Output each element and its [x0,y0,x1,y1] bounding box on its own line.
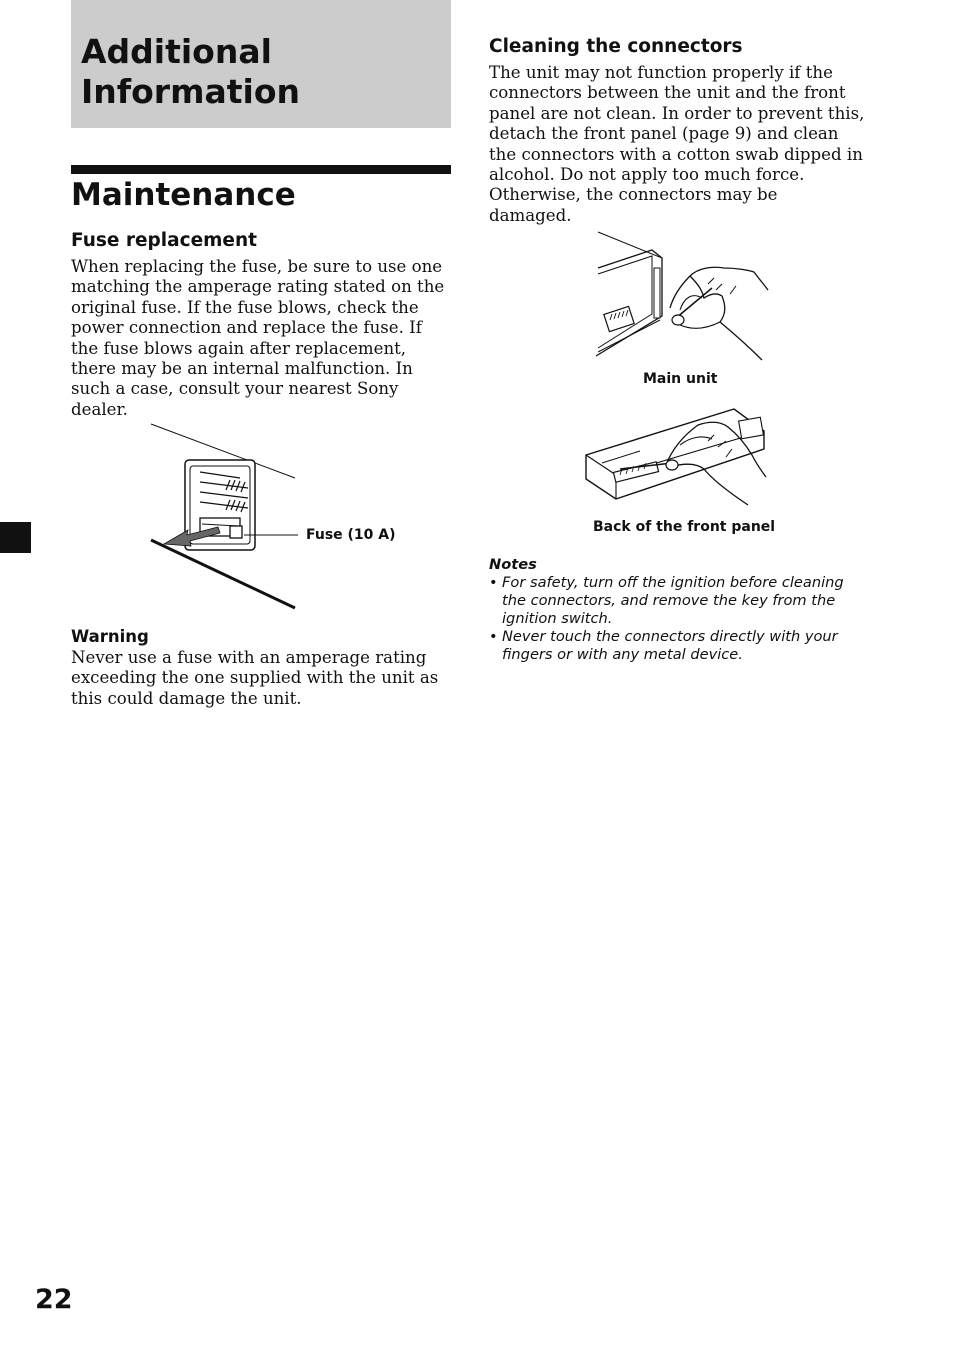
main-unit-caption: Main unit [643,371,718,387]
notes-heading: Notes [489,556,537,573]
main-unit-illustration [590,228,775,368]
bullet-icon: • [489,628,498,645]
note-text: For safety, turn off the ignition before cleaning the connectors, and remove the key from the ignition switch. [502,574,844,627]
note-item [489,574,869,628]
section-title: Additional Information [81,32,300,111]
warning-heading: Warning [71,627,149,646]
front-panel-illustration [580,405,780,515]
note-text: Never touch the connectors directly with your fingers or with any metal device. [502,628,838,663]
chapter-title: Maintenance [71,177,296,213]
cleaning-heading: Cleaning the connectors [489,36,743,57]
fuse-label: Fuse (10 A) [306,527,396,543]
fuse-body: When replacing the fuse, be sure to use one matching the amperage rating stated on the original fuse. If the fuse blows, check the power connection and replace the fuse. If the fuse blows again after replacement, there may be an internal malfunction. In such a case, consult your nearest Sony dealer. [71,257,445,419]
cleaning-body: The unit may not function properly if the connectors between the unit and the front panel are not clean. In order to prevent this, detach the front panel (page 9) and clean the connectors with a cotton swab dipped in alcohol. Do not apply too much force. Otherwise, the connectors may be damaged. [489,63,865,225]
page-number: 22 [35,1284,73,1315]
section-tab-marker [0,522,31,553]
notes-list [489,574,869,664]
note-item [489,628,869,664]
bullet-icon: • [489,574,498,591]
fuse-illustration [140,420,320,615]
fuse-heading: Fuse replacement [71,230,257,251]
notes-block [489,556,869,664]
chapter-rule [71,165,451,174]
front-panel-caption: Back of the front panel [593,519,776,535]
warning-body: Never use a fuse with an amperage rating exceeding the one supplied with the unit as this could damage the unit. [71,648,439,708]
